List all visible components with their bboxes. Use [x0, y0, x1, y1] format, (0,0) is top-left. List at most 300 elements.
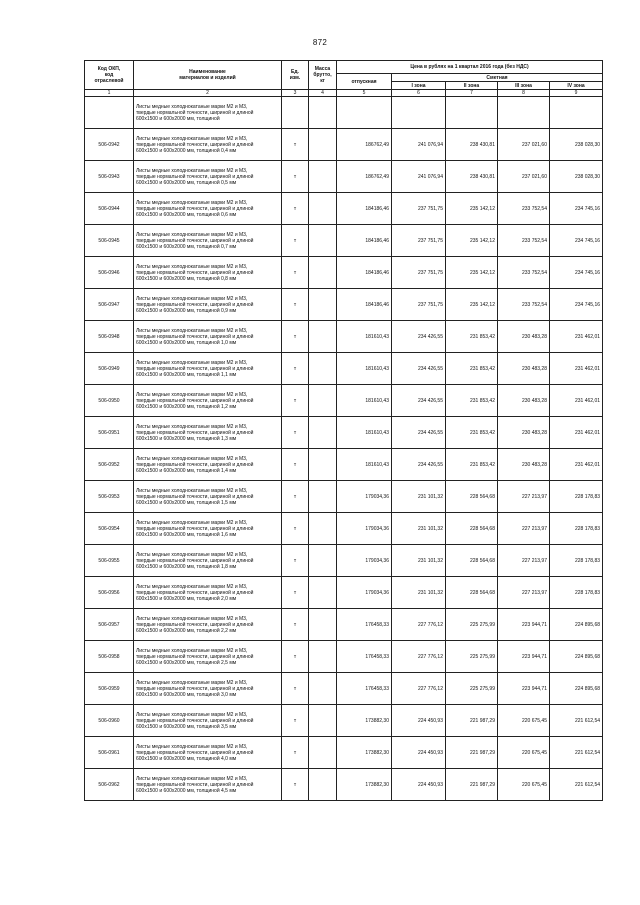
table-row — [85, 545, 603, 577]
material-name-line: 600x1500 и 600x2000 мм, толщиной 1,8 мм — [136, 563, 237, 570]
unit: т — [282, 353, 309, 385]
material-name-line: Листы медные холоднокатаные марки М2 и М3, — [136, 135, 248, 142]
zone-1-price: 241 076,94 — [392, 129, 446, 161]
material-name-line: 600x1500 и 600x2000 мм, толщиной 1,2 мм — [136, 403, 237, 410]
table-row — [85, 193, 603, 225]
table-row — [85, 289, 603, 321]
gross-mass — [309, 577, 337, 609]
release-price: 186762,49 — [337, 129, 392, 161]
table-row — [85, 577, 603, 609]
material-name-line: твердые нормальной точности, шириной и длиной — [136, 525, 254, 532]
zone-2-price: 231 853,42 — [446, 321, 498, 353]
material-name-line: Листы медные холоднокатаные марки М2 и М3, — [136, 167, 248, 174]
zone-3-price: 223 944,71 — [498, 609, 550, 641]
zone-4-price: 224 895,68 — [550, 673, 603, 705]
material-name-line: твердые нормальной точности, шириной и длиной — [136, 429, 254, 436]
zone-3-price: 233 752,54 — [498, 225, 550, 257]
zone-3-price: 233 752,54 — [498, 257, 550, 289]
okp-code: 506-0957 — [85, 609, 134, 641]
zone-2-price: 221 987,29 — [446, 705, 498, 737]
zone-2-price: 228 564,68 — [446, 513, 498, 545]
material-name-line: твердые нормальной точности, шириной и длиной — [136, 493, 254, 500]
col-number: 3 — [282, 90, 309, 97]
table-row — [85, 97, 603, 129]
gross-mass — [309, 609, 337, 641]
zone-2-price: 235 142,12 — [446, 225, 498, 257]
zone-3-price: 233 752,54 — [498, 193, 550, 225]
okp-code: 506-0953 — [85, 481, 134, 513]
material-name-line: Листы медные холоднокатаные марки М2 и М3, — [136, 423, 248, 430]
zone-2-price: 228 564,68 — [446, 577, 498, 609]
unit: т — [282, 609, 309, 641]
material-name-line: 600x1500 и 600x2000 мм, толщиной 4,0 мм — [136, 755, 237, 762]
material-name — [134, 321, 282, 353]
material-name — [134, 641, 282, 673]
material-name-line: твердые нормальной точности, шириной и длиной — [136, 621, 254, 628]
zone-4-price: 234 745,16 — [550, 225, 603, 257]
okp-code: 506-0962 — [85, 769, 134, 801]
table-row — [85, 257, 603, 289]
zone-3-price: 220 675,45 — [498, 705, 550, 737]
zone-3-price: 230 483,28 — [498, 321, 550, 353]
table-row — [85, 225, 603, 257]
zone-2-price: 235 142,12 — [446, 193, 498, 225]
release-price: 184186,46 — [337, 225, 392, 257]
material-name — [134, 577, 282, 609]
material-name — [134, 609, 282, 641]
zone-3-price: 220 675,45 — [498, 737, 550, 769]
release-price: 181610,43 — [337, 353, 392, 385]
material-name — [134, 161, 282, 193]
release-price: 176458,33 — [337, 641, 392, 673]
header-zone-3: III зона — [498, 82, 550, 90]
material-name — [134, 449, 282, 481]
okp-code: 506-0960 — [85, 705, 134, 737]
gross-mass — [309, 257, 337, 289]
release-price: 184186,46 — [337, 193, 392, 225]
gross-mass — [309, 353, 337, 385]
header-estimate: Сметная — [392, 74, 603, 82]
gross-mass — [309, 673, 337, 705]
material-name-line: твердые нормальной точности, шириной и длиной — [136, 461, 254, 468]
release-price: 173882,30 — [337, 769, 392, 801]
material-name — [134, 705, 282, 737]
zone-1-price: 224 450,93 — [392, 737, 446, 769]
material-name-line: 600x1500 и 600x2000 мм, толщиной 1,0 мм — [136, 339, 237, 346]
material-name-line: 600x1500 и 600x2000 мм, толщиной 0,5 мм — [136, 179, 237, 186]
okp-code: 506-0950 — [85, 385, 134, 417]
material-name-line: Листы медные холоднокатаные марки М2 и М3, — [136, 711, 248, 718]
material-name-line: Листы медные холоднокатаные марки М2 и М3, — [136, 103, 248, 110]
gross-mass — [309, 161, 337, 193]
gross-mass — [309, 129, 337, 161]
zone-2-price: 225 275,99 — [446, 641, 498, 673]
col-number: 4 — [309, 90, 337, 97]
gross-mass — [309, 321, 337, 353]
zone-4-price: 224 895,68 — [550, 641, 603, 673]
material-name-line: Листы медные холоднокатаные марки М2 и М3, — [136, 583, 248, 590]
gross-mass — [309, 417, 337, 449]
okp-code: 506-0952 — [85, 449, 134, 481]
zone-3-price: 223 944,71 — [498, 641, 550, 673]
zone-1-price: 237 751,75 — [392, 289, 446, 321]
price-table — [84, 60, 603, 801]
unit: т — [282, 193, 309, 225]
zone-2-price: 231 853,42 — [446, 449, 498, 481]
zone-4-price: 231 462,01 — [550, 385, 603, 417]
release-price: 173882,30 — [337, 705, 392, 737]
material-name-line: Листы медные холоднокатаные марки М2 и М3, — [136, 455, 248, 462]
material-name-line: твердые нормальной точности, шириной и длиной — [136, 685, 254, 692]
zone-4-price: 221 612,54 — [550, 737, 603, 769]
unit: т — [282, 417, 309, 449]
material-name — [134, 673, 282, 705]
zone-3-price — [498, 97, 550, 129]
zone-1-price: 231 101,32 — [392, 481, 446, 513]
release-price: 179034,36 — [337, 513, 392, 545]
zone-4-price: 221 612,54 — [550, 705, 603, 737]
release-price: 181610,43 — [337, 449, 392, 481]
col-number: 6 — [392, 90, 446, 97]
zone-4-price — [550, 97, 603, 129]
material-name-line: твердые нормальной точности, шириной и длиной — [136, 333, 254, 340]
material-name-line: твердые нормальной точности, шириной и длиной — [136, 141, 254, 148]
zone-1-price: 224 450,93 — [392, 769, 446, 801]
material-name-line: 600x1500 и 600x2000 мм, толщиной 3,5 мм — [136, 723, 237, 730]
material-name — [134, 737, 282, 769]
material-name — [134, 417, 282, 449]
zone-1-price: 237 751,75 — [392, 225, 446, 257]
zone-4-price: 238 028,30 — [550, 129, 603, 161]
material-name-line: Листы медные холоднокатаные марки М2 и М3, — [136, 295, 248, 302]
zone-4-price: 228 178,83 — [550, 513, 603, 545]
unit: т — [282, 385, 309, 417]
gross-mass — [309, 385, 337, 417]
material-name — [134, 193, 282, 225]
material-name-line: 600x1500 и 600x2000 мм, толщиной 2,2 мм — [136, 627, 237, 634]
col-number: 7 — [446, 90, 498, 97]
material-name — [134, 545, 282, 577]
okp-code: 506-0944 — [85, 193, 134, 225]
gross-mass — [309, 481, 337, 513]
zone-2-price: 221 987,29 — [446, 769, 498, 801]
unit: т — [282, 641, 309, 673]
table-header — [85, 61, 603, 97]
zone-3-price: 227 213,97 — [498, 513, 550, 545]
col-number: 8 — [498, 90, 550, 97]
material-name-line: Листы медные холоднокатаные марки М2 и М3, — [136, 775, 248, 782]
unit: т — [282, 769, 309, 801]
table-row — [85, 673, 603, 705]
unit: т — [282, 449, 309, 481]
column-numbers-row — [85, 90, 603, 97]
okp-code: 506-0949 — [85, 353, 134, 385]
zone-3-price: 237 021,60 — [498, 161, 550, 193]
material-name-line: твердые нормальной точности, шириной и длиной — [136, 557, 254, 564]
release-price: 173882,30 — [337, 737, 392, 769]
okp-code: 506-0959 — [85, 673, 134, 705]
header-mass: Масса брутто, кг — [309, 61, 337, 90]
okp-code: 506-0955 — [85, 545, 134, 577]
material-name-line: 600x1500 и 600x2000 мм, толщиной — [136, 115, 220, 122]
material-name-line: твердые нормальной точности, шириной и длиной — [136, 365, 254, 372]
material-name — [134, 481, 282, 513]
zone-3-price: 227 213,97 — [498, 481, 550, 513]
unit: т — [282, 321, 309, 353]
zone-1-price: 231 101,32 — [392, 577, 446, 609]
table-row — [85, 705, 603, 737]
material-name-line: 600x1500 и 600x2000 мм, толщиной 0,7 мм — [136, 243, 237, 250]
okp-code: 506-0943 — [85, 161, 134, 193]
zone-1-price: 227 776,12 — [392, 673, 446, 705]
material-name-line: 600x1500 и 600x2000 мм, толщиной 1,4 мм — [136, 467, 237, 474]
okp-code: 506-0948 — [85, 321, 134, 353]
zone-4-price: 228 178,83 — [550, 545, 603, 577]
table-row — [85, 769, 603, 801]
material-name-line: 600x1500 и 600x2000 мм, толщиной 2,5 мм — [136, 659, 237, 666]
material-name-line: твердые нормальной точности, шириной и длиной — [136, 749, 254, 756]
zone-2-price — [446, 97, 498, 129]
zone-4-price: 224 895,68 — [550, 609, 603, 641]
release-price — [337, 97, 392, 129]
material-name-line: Листы медные холоднокатаные марки М2 и М3, — [136, 231, 248, 238]
gross-mass — [309, 513, 337, 545]
release-price: 181610,43 — [337, 321, 392, 353]
col-number: 2 — [134, 90, 282, 97]
material-name-line: Листы медные холоднокатаные марки М2 и М3, — [136, 199, 248, 206]
okp-code: 506-0951 — [85, 417, 134, 449]
unit: т — [282, 513, 309, 545]
okp-code: 506-0958 — [85, 641, 134, 673]
gross-mass — [309, 641, 337, 673]
zone-1-price: 227 776,12 — [392, 641, 446, 673]
table-row — [85, 321, 603, 353]
gross-mass — [309, 193, 337, 225]
material-name-line: 600x1500 и 600x2000 мм, толщиной 3,0 мм — [136, 691, 237, 698]
material-name-line: твердые нормальной точности, шириной и длиной — [136, 589, 254, 596]
release-price: 179034,36 — [337, 577, 392, 609]
zone-1-price — [392, 97, 446, 129]
zone-1-price: 234 426,55 — [392, 449, 446, 481]
zone-2-price: 231 853,42 — [446, 417, 498, 449]
zone-1-price: 237 751,75 — [392, 257, 446, 289]
zone-4-price: 231 462,01 — [550, 353, 603, 385]
table-row — [85, 641, 603, 673]
okp-code: 506-0961 — [85, 737, 134, 769]
material-name-line: твердые нормальной точности, шириной и длиной — [136, 109, 254, 116]
zone-3-price: 227 213,97 — [498, 545, 550, 577]
material-name — [134, 385, 282, 417]
material-name — [134, 769, 282, 801]
zone-3-price: 220 675,45 — [498, 769, 550, 801]
material-name-line: 600x1500 и 600x2000 мм, толщиной 1,3 мм — [136, 435, 237, 442]
zone-4-price: 231 462,01 — [550, 417, 603, 449]
gross-mass — [309, 545, 337, 577]
zone-4-price: 231 462,01 — [550, 321, 603, 353]
zone-2-price: 221 987,29 — [446, 737, 498, 769]
zone-2-price: 228 564,68 — [446, 545, 498, 577]
material-name-line: твердые нормальной точности, шириной и длиной — [136, 653, 254, 660]
unit: т — [282, 577, 309, 609]
zone-1-price: 241 076,94 — [392, 161, 446, 193]
okp-code: 506-0942 — [85, 129, 134, 161]
gross-mass — [309, 225, 337, 257]
zone-3-price: 227 213,97 — [498, 577, 550, 609]
gross-mass — [309, 737, 337, 769]
material-name-line: 600x1500 и 600x2000 мм, толщиной 1,1 мм — [136, 371, 237, 378]
release-price: 184186,46 — [337, 257, 392, 289]
zone-2-price: 238 430,81 — [446, 161, 498, 193]
material-name-line: Листы медные холоднокатаные марки М2 и М3, — [136, 647, 248, 654]
release-price: 181610,43 — [337, 417, 392, 449]
material-name-line: 600x1500 и 600x2000 мм, толщиной 2,0 мм — [136, 595, 237, 602]
unit: т — [282, 545, 309, 577]
page-number: 872 — [312, 38, 328, 47]
header-zone-1: I зона — [392, 82, 446, 90]
header-name: Наименование материалов и изделий — [134, 61, 282, 90]
unit: т — [282, 225, 309, 257]
unit: т — [282, 673, 309, 705]
material-name-line: твердые нормальной точности, шириной и длиной — [136, 205, 254, 212]
release-price: 179034,36 — [337, 545, 392, 577]
table-row — [85, 513, 603, 545]
table-row — [85, 353, 603, 385]
table-body — [85, 97, 603, 801]
zone-1-price: 237 751,75 — [392, 193, 446, 225]
table-row — [85, 417, 603, 449]
header-zone-2: II зона — [446, 82, 498, 90]
zone-4-price: 234 745,16 — [550, 193, 603, 225]
zone-4-price: 234 745,16 — [550, 257, 603, 289]
header-code: Код ОКП, код отраслевой — [85, 61, 134, 90]
zone-1-price: 224 450,93 — [392, 705, 446, 737]
gross-mass — [309, 769, 337, 801]
material-name — [134, 353, 282, 385]
material-name-line: твердые нормальной точности, шириной и длиной — [136, 717, 254, 724]
material-name-line: твердые нормальной точности, шириной и длиной — [136, 301, 254, 308]
material-name-line: твердые нормальной точности, шириной и длиной — [136, 397, 254, 404]
unit: т — [282, 257, 309, 289]
material-name-line: Листы медные холоднокатаные марки М2 и М3, — [136, 551, 248, 558]
zone-1-price: 234 426,55 — [392, 321, 446, 353]
material-name-line: твердые нормальной точности, шириной и длиной — [136, 173, 254, 180]
table-row — [85, 449, 603, 481]
material-name-line: Листы медные холоднокатаные марки М2 и М3, — [136, 743, 248, 750]
material-name-line: 600x1500 и 600x2000 мм, толщиной 1,5 мм — [136, 499, 237, 506]
zone-4-price: 238 028,30 — [550, 161, 603, 193]
zone-3-price: 223 944,71 — [498, 673, 550, 705]
release-price: 176458,33 — [337, 673, 392, 705]
zone-2-price: 225 275,99 — [446, 673, 498, 705]
col-number: 5 — [337, 90, 392, 97]
zone-1-price: 231 101,32 — [392, 513, 446, 545]
material-name — [134, 289, 282, 321]
zone-2-price: 231 853,42 — [446, 385, 498, 417]
zone-2-price: 228 564,68 — [446, 481, 498, 513]
zone-4-price: 228 178,83 — [550, 577, 603, 609]
okp-code: 506-0945 — [85, 225, 134, 257]
okp-code: 506-0946 — [85, 257, 134, 289]
material-name-line: Листы медные холоднокатаные марки М2 и М3, — [136, 487, 248, 494]
zone-3-price: 230 483,28 — [498, 449, 550, 481]
release-price: 181610,43 — [337, 385, 392, 417]
table-row — [85, 609, 603, 641]
table-row — [85, 385, 603, 417]
okp-code: 506-0947 — [85, 289, 134, 321]
zone-2-price: 231 853,42 — [446, 353, 498, 385]
release-price: 186762,49 — [337, 161, 392, 193]
material-name-line: Листы медные холоднокатаные марки М2 и М3, — [136, 391, 248, 398]
zone-3-price: 230 483,28 — [498, 417, 550, 449]
zone-1-price: 227 776,12 — [392, 609, 446, 641]
okp-code — [85, 97, 134, 129]
zone-1-price: 234 426,55 — [392, 353, 446, 385]
zone-1-price: 231 101,32 — [392, 545, 446, 577]
unit: т — [282, 705, 309, 737]
table-row — [85, 481, 603, 513]
zone-2-price: 238 430,81 — [446, 129, 498, 161]
zone-3-price: 237 021,60 — [498, 129, 550, 161]
material-name — [134, 225, 282, 257]
material-name-line: Листы медные холоднокатаные марки М2 и М3, — [136, 263, 248, 270]
zone-3-price: 230 483,28 — [498, 353, 550, 385]
material-name-line: 600x1500 и 600x2000 мм, толщиной 1,6 мм — [136, 531, 237, 538]
material-name — [134, 513, 282, 545]
material-name-line: 600x1500 и 600x2000 мм, толщиной 0,8 мм — [136, 275, 237, 282]
unit — [282, 97, 309, 129]
gross-mass — [309, 449, 337, 481]
material-name — [134, 97, 282, 129]
zone-2-price: 235 142,12 — [446, 289, 498, 321]
material-name — [134, 257, 282, 289]
release-price: 179034,36 — [337, 481, 392, 513]
header-price-title: Цена в рублях на 1 квартал 2016 года (без НДС) — [337, 61, 603, 74]
zone-4-price: 234 745,16 — [550, 289, 603, 321]
material-name-line: 600x1500 и 600x2000 мм, толщиной 0,4 мм — [136, 147, 237, 154]
material-name-line: твердые нормальной точности, шириной и длиной — [136, 781, 254, 788]
okp-code: 506-0954 — [85, 513, 134, 545]
zone-3-price: 230 483,28 — [498, 385, 550, 417]
header-release: отпускная — [337, 74, 392, 90]
table-row — [85, 129, 603, 161]
release-price: 184186,46 — [337, 289, 392, 321]
zone-3-price: 233 752,54 — [498, 289, 550, 321]
material-name-line: Листы медные холоднокатаные марки М2 и М3, — [136, 327, 248, 334]
zone-4-price: 231 462,01 — [550, 449, 603, 481]
zone-2-price: 225 275,99 — [446, 609, 498, 641]
table-row — [85, 161, 603, 193]
material-name-line: твердые нормальной точности, шириной и длиной — [136, 237, 254, 244]
zone-1-price: 234 426,55 — [392, 417, 446, 449]
zone-4-price: 228 178,83 — [550, 481, 603, 513]
zone-1-price: 234 426,55 — [392, 385, 446, 417]
header-unit: Ед. изм. — [282, 61, 309, 90]
release-price: 176458,33 — [337, 609, 392, 641]
gross-mass — [309, 705, 337, 737]
col-number: 9 — [550, 90, 603, 97]
gross-mass — [309, 97, 337, 129]
material-name-line: 600x1500 и 600x2000 мм, толщиной 0,9 мм — [136, 307, 237, 314]
material-name — [134, 129, 282, 161]
material-name-line: 600x1500 и 600x2000 мм, толщиной 0,6 мм — [136, 211, 237, 218]
unit: т — [282, 161, 309, 193]
zone-2-price: 235 142,12 — [446, 257, 498, 289]
material-name-line: Листы медные холоднокатаные марки М2 и М3, — [136, 359, 248, 366]
header-zone-4: IV зона — [550, 82, 603, 90]
unit: т — [282, 289, 309, 321]
table-row — [85, 737, 603, 769]
unit: т — [282, 129, 309, 161]
